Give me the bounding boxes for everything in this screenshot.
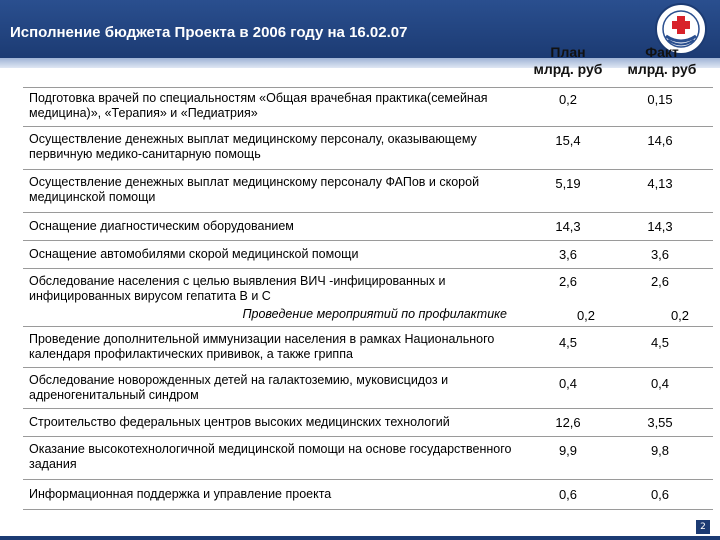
table-row bbox=[23, 480, 713, 510]
table-row bbox=[23, 437, 713, 480]
row-plan-value: 0,6 bbox=[558, 487, 578, 502]
column-header-plan-line2: млрд. руб bbox=[533, 61, 603, 77]
column-header-fact-line1: Факт bbox=[645, 44, 679, 60]
row-plan-value: 14,3 bbox=[555, 219, 581, 234]
slide-title: Исполнение бюджета Проекта в 2006 году на 16.02.07 bbox=[10, 24, 408, 41]
row-fact-value: 0,6 bbox=[650, 487, 670, 502]
row-label: Обследование населения с целью выявления ВИЧ -инфицированных и инфицированных вирусом гепатита В и С bbox=[29, 274, 446, 303]
row-fact-value: 4,5 bbox=[650, 335, 670, 350]
table-row bbox=[23, 88, 713, 127]
table-row bbox=[23, 241, 713, 269]
table-row bbox=[23, 368, 713, 409]
row-plan-value: 0,4 bbox=[558, 376, 578, 391]
table-row bbox=[23, 170, 713, 213]
row-fact-value: 4,13 bbox=[647, 176, 673, 191]
row-fact-value: 14,6 bbox=[647, 133, 673, 148]
row-fact-value: 0,4 bbox=[650, 376, 670, 391]
table-row bbox=[23, 409, 713, 437]
row-plan-value: 2,6 bbox=[558, 274, 578, 289]
row-label: Подготовка врачей по специальностям «Общая врачебная практика(семейная медицина)», «Терапия» и «Педиатрия» bbox=[29, 91, 488, 120]
row-label: Строительство федеральных центров высоких медицинских технологий bbox=[29, 415, 450, 429]
row-fact-value: 0,15 bbox=[647, 92, 673, 107]
row-plan-value: 3,6 bbox=[558, 247, 578, 262]
row-fact-value: 14,3 bbox=[647, 219, 673, 234]
row-plan-value: 9,9 bbox=[558, 443, 578, 458]
footer-bar bbox=[0, 536, 720, 540]
row-plan-value: 12,6 bbox=[555, 415, 581, 430]
row-fact-value: 3,6 bbox=[650, 247, 670, 262]
table-row bbox=[23, 127, 713, 170]
row-label: Обследование новорожденных детей на галактоземию, муковисцидоз и адреногенитальный синдром bbox=[29, 373, 449, 402]
row-plan-value: 0,2 bbox=[558, 92, 578, 107]
row-label: Проведение дополнительной иммунизации населения в рамках Национального календаря профилактических прививок, а также гриппа bbox=[29, 332, 495, 361]
row-label: Осуществление денежных выплат медицинскому персоналу, оказывающему первичную медико-санитарную помощь bbox=[29, 132, 477, 161]
budget-table bbox=[23, 87, 713, 510]
row-fact-value: 9,8 bbox=[650, 443, 670, 458]
row-label: Информационная поддержка и управление проекта bbox=[29, 487, 332, 501]
row-plan-value: 5,19 bbox=[555, 176, 581, 191]
column-header-fact bbox=[616, 44, 708, 78]
row-fact-value: 2,6 bbox=[650, 274, 670, 289]
row-label: Оснащение диагностическим оборудованием bbox=[29, 219, 294, 233]
row-fact-value: 3,55 bbox=[647, 415, 673, 430]
table-row bbox=[23, 269, 713, 327]
column-header-fact-line2: млрд. руб bbox=[627, 61, 697, 77]
table-row bbox=[23, 213, 713, 241]
row-sub-plan-value: 0,2 bbox=[576, 308, 596, 323]
row-label: Оказание высокотехнологичной медицинской помощи на основе государственного задания bbox=[29, 442, 512, 471]
column-header-plan-line1: План bbox=[550, 44, 586, 60]
row-sub-fact-value: 0,2 bbox=[670, 308, 690, 323]
row-sub-label: Проведение мероприятий по профилактике bbox=[242, 307, 507, 321]
table-row bbox=[23, 327, 713, 368]
column-header-plan bbox=[522, 44, 614, 78]
row-label: Осуществление денежных выплат медицинскому персоналу ФАПов и скорой медицинской помощи bbox=[29, 175, 480, 204]
row-plan-value: 15,4 bbox=[555, 133, 581, 148]
row-plan-value: 4,5 bbox=[558, 335, 578, 350]
page-number: 2 bbox=[696, 520, 710, 534]
row-label: Оснащение автомобилями скорой медицинской помощи bbox=[29, 247, 359, 261]
